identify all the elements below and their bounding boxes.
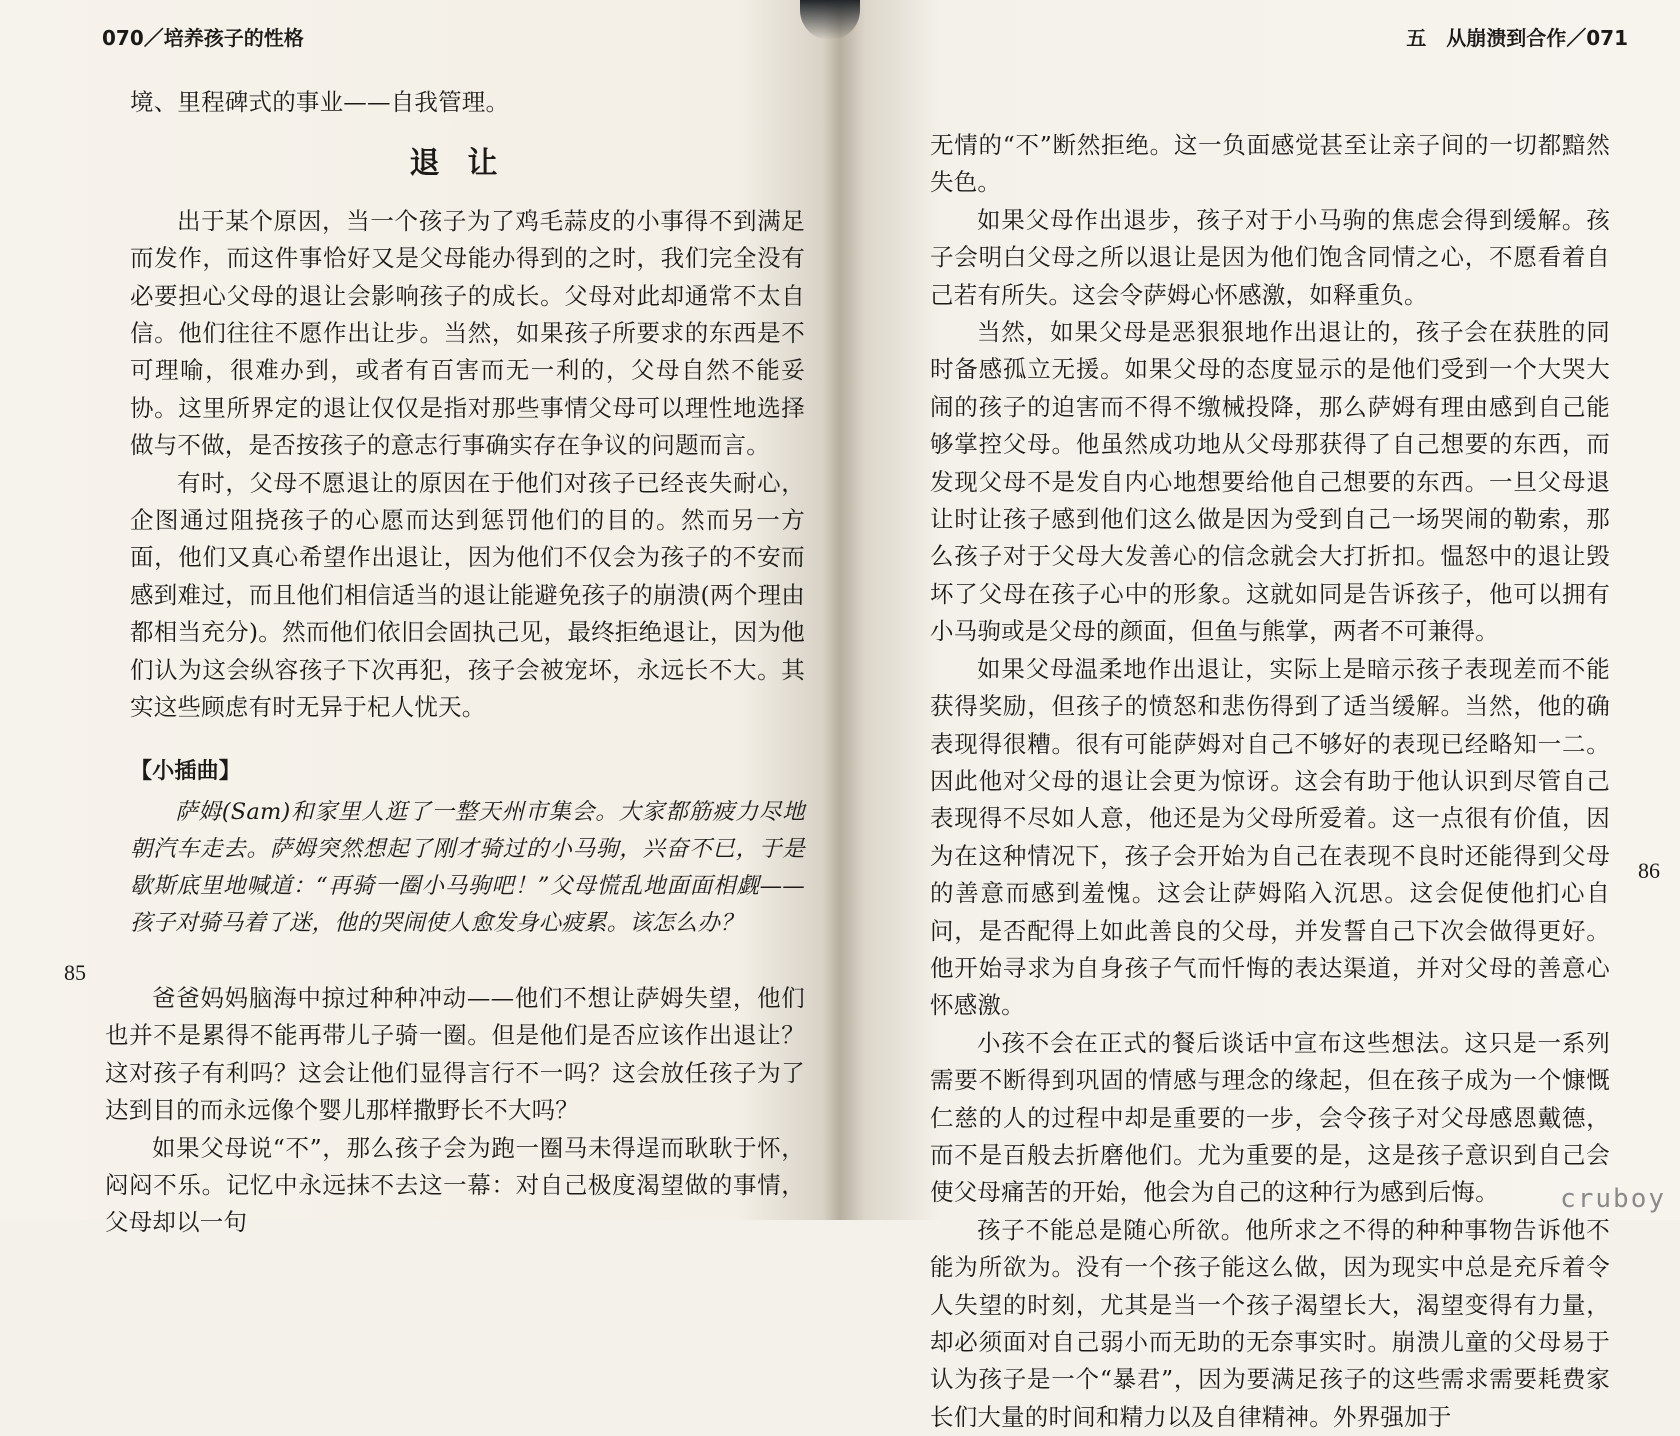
right-page-body: [930, 127, 1610, 1436]
right-paragraph-0: 无情的“不”断然拒绝。这一负面感觉甚至让亲子间的一切都黯然失色。: [930, 131, 1610, 197]
left-page-body: [130, 84, 805, 942]
right-margin-number: 86: [1638, 858, 1660, 883]
left-running-head: 070／培养孩子的性格: [102, 26, 304, 50]
right-paragraph-5: 孩子不能总是随心所欲。他所求之不得的种种事物告诉他不能为所欲为。没有一个孩子能这么做，因为现实中总是充斥着令人失望的时刻，尤其是当一个孩子渴望长大，渴望变得有力量，却必须面对自己弱小而无助的无奈事实时。崩溃儿童的父母易于认为孩子是一个“暴君”，因为要满足孩子的这些需求需要耗费家长们大量的时间和精力以及自律精神。外界强加于: [930, 1215, 1610, 1431]
right-running-head: 五 从崩溃到合作／071: [1406, 26, 1628, 50]
left-paragraph-0: 境、里程碑式的事业——自我管理。: [130, 88, 510, 116]
episode-text-block: [130, 794, 805, 942]
right-paragraph-2: 当然，如果父母是恶狠狠地作出退让的，孩子会在获胜的同时备感孤立无援。如果父母的态度显示的是他们受到一个大哭大闹的孩子的迫害而不得不缴械投降，那么萨姆有理由感到自己能够掌控父母。他虽然成功地从父母那获得了自己想要的东西，而发现父母不是发自内心地想要给他自己想要的东西。一旦父母退让时让孩子感到他们这么做是因为受到自己一场哭闹的勒索，那么孩子对于父母大发善心的信念就会大打折扣。愠怒中的退让毁坏了父母在孩子心中的形象。这就如同是告诉孩子，他可以拥有小马驹或是父母的颜面，但鱼与熊掌，两者不可兼得。: [930, 318, 1610, 646]
left-margin-number: 85: [64, 960, 86, 985]
left-paragraph-3: 爸爸妈妈脑海中掠过种种冲动——他们不想让萨姆失望，他们也并不是累得不能再带儿子骑一圈。但是他们是否应该作出退让？这对孩子有利吗？这会让他们显得言行不一吗？这会放任孩子为了达到目的而永远像个婴儿那样撒野长不大吗？: [105, 984, 805, 1125]
right-page: [850, 0, 1680, 1431]
episode-label: 【小插曲】: [130, 758, 242, 784]
left-page: [0, 0, 820, 1237]
left-page-body-bottom: [105, 980, 805, 1242]
right-paragraph-4: 小孩不会在正式的餐后谈话中宣布这些想法。这只是一系列需要不断得到巩固的情感与理念的缘起，但在孩子成为一个慷慨仁慈的人的过程中却是重要的一步，会令孩子对父母感恩戴德，而不是百般去折磨他们。尤为重要的是，这是孩子意识到自己会使父母痛苦的开始，他会为自己的这种行为感到后悔。: [930, 1028, 1610, 1207]
right-paragraph-3: 如果父母温柔地作出退让，实际上是暗示孩子表现差而不能获得奖励，但孩子的愤怒和悲伤得到了适当缓解。当然，他的确表现得很糟。很有可能萨姆对自己不够好的表现已经略知一二。因此他对父母的退让会更为惊讶。这会有助于他认识到尽管自己表现得不尽如人意，他还是为父母所爱着。这一点很有价值，因为在这种情况下，孩子会开始为自己在表现不良时还能得到父母的善意而感到羞愧。这会让萨姆陷入沉思。这会促使他扪心自问，是否配得上如此善良的父母，并发誓自己下次会做得更好。他开始寻求为自身孩子气而忏悔的表达渠道，并对父母的善意心怀感激。: [930, 654, 1610, 1020]
left-paragraph-2: 有时，父母不愿退让的原因在于他们对孩子已经丧失耐心，企图通过阻挠孩子的心愿而达到惩罚他们的目的。然而另一方面，他们又真心希望作出退让，因为他们不仅会为孩子的不安而感到难过，而且他们相信适当的退让能避免孩子的崩溃(两个理由都相当充分)。然而他们依旧会固执己见，最终拒绝退让，因为他们认为这会纵容孩子下次再犯，孩子会被宠坏，永远长不大。其实这些顾虑有时无异于杞人忧天。: [130, 468, 805, 722]
right-paragraph-1: 如果父母作出退步，孩子对于小马驹的焦虑会得到缓解。孩子会明白父母之所以退让是因为他们饱含同情之心，不愿看着自己若有所失。这会令萨姆心怀感激，如释重负。: [930, 205, 1610, 309]
left-paragraph-4: 如果父母说“不”，那么孩子会为跑一圈马未得逞而耿耿于怀，闷闷不乐。记忆中永远抹不去这一幕：对自己极度渴望做的事情，父母却以一句: [105, 1133, 805, 1237]
watermark: cruboy: [1560, 1184, 1666, 1214]
episode-text: 萨姆(Sam)和家里人逛了一整天州市集会。大家都筋疲力尽地朝汽车走去。萨姆突然想起了刚才骑过的小马驹，兴奋不已，于是歇斯底里地喊道：“再骑一圈小马驹吧！”父母慌乱地面面相觑——孩子对骑马着了迷，他的哭闹使人愈发身心疲累。该怎么办？: [130, 798, 805, 936]
section-title: 退让: [409, 146, 526, 182]
left-paragraph-1: 出于某个原因，当一个孩子为了鸡毛蒜皮的小事得不到满足而发作，而这件事恰好又是父母能办得到的之时，我们完全没有必要担心父母的退让会影响孩子的成长。父母对此却通常不太自信。他们往往不愿作出让步。当然，如果孩子所要求的东西是不可理喻，很难办到，或者有百害而无一利的，父母自然不能妥协。这里所界定的退让仅仅是指对那些事情父母可以理性地选择做与不做，是否按孩子的意志行事确实存在争议的问题而言。: [130, 206, 805, 460]
